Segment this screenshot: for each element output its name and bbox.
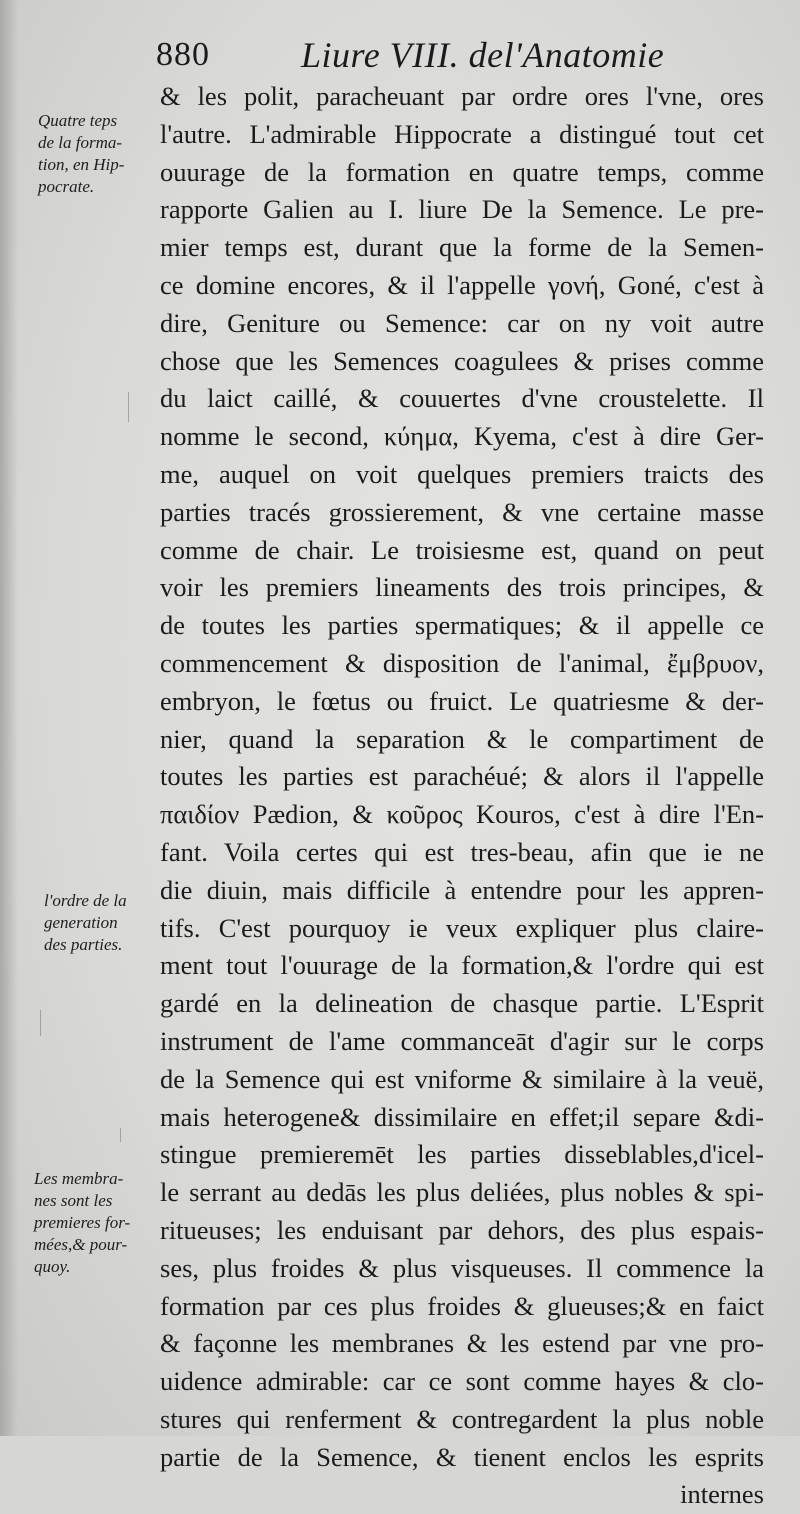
- text-line: die diuin, mais difficile à entendre pour les appren-: [160, 874, 764, 905]
- margin-note-line: mées,& pour-: [34, 1235, 128, 1254]
- margin-note-line: quoy.: [34, 1257, 71, 1276]
- text-line: me, auquel on voit quelques premiers traicts des: [160, 458, 764, 489]
- text-line: ment tout l'ouurage de la formation,& l'ordre qui est: [160, 950, 764, 981]
- text-line: & les polit, paracheuant par ordre ores l'vne, ores: [160, 81, 764, 111]
- margin-note-membranes: [34, 1168, 156, 1278]
- text-line: stures qui renferment & contregardent la plus noble: [160, 1403, 764, 1434]
- margin-note-ordre-generation: [44, 890, 166, 956]
- margin-note-line: des parties.: [44, 935, 123, 954]
- text-line: ouurage de la formation en quatre temps, comme: [160, 156, 764, 187]
- text-line: le serrant au dedās les plus deliées, plus nobles & spi-: [160, 1177, 764, 1208]
- text-line: nier, quand la separation & le compartiment de: [160, 723, 764, 754]
- text-line: dire, Geniture ou Semence: car on ny voit autre: [160, 307, 764, 338]
- text-line: comme de chair. Le troisiesme est, quand on peut: [160, 534, 764, 565]
- text-line: chose que les Semences coagulees & prises comme: [160, 345, 764, 376]
- text-line: instrument de l'ame commanceāt d'agir sur le corps: [160, 1025, 764, 1056]
- text-line: de toutes les parties spermatiques; & il appelle ce: [160, 610, 764, 641]
- pencil-mark: [128, 392, 129, 422]
- margin-note-line: de la forma-: [38, 133, 123, 152]
- text-line: gardé en la delineation de chasque partie. L'Esprit: [160, 988, 764, 1019]
- text-line: & façonne les membranes & les estend par vne pro-: [160, 1328, 764, 1359]
- text-line: tifs. C'est pourquoy ie veux expliquer plus claire-: [160, 912, 764, 943]
- text-line: ritueuses; les enduisant par dehors, des plus espais-: [160, 1214, 764, 1245]
- margin-note-line: Quatre teps: [38, 111, 118, 130]
- text-line: stingue premieremēt les parties disseblables,d'icel-: [160, 1139, 764, 1170]
- text-line: du laict caillé, & couuertes d'vne croustelette. Il: [160, 383, 764, 414]
- text-line: nomme le second, κύημα, Kyema, c'est à dire Ger-: [160, 421, 764, 452]
- text-line: parties tracés grossierement, & vne certaine masse: [160, 496, 764, 527]
- page-number: 880: [156, 36, 210, 73]
- body-text: [160, 78, 764, 1514]
- text-line: mier temps est, durant que la forme de la Semen-: [160, 232, 764, 263]
- running-head: Liure VIII. del'Anatomie: [301, 35, 665, 75]
- text-line: ses, plus froides & plus visqueuses. Il commence la: [160, 1252, 764, 1283]
- text-line: rapporte Galien au I. liure De la Semence. Le pre-: [160, 194, 764, 225]
- margin-note-line: Les membra-: [34, 1169, 124, 1188]
- text-line: de la Semence qui est vniforme & similaire à la veuë,: [160, 1063, 764, 1094]
- text-line: l'autre. L'admirable Hippocrate a distingué tout cet: [160, 118, 764, 149]
- text-line: mais heterogene& dissimilaire en effet;il separe &di-: [160, 1101, 764, 1132]
- text-line: ce domine encores, & il l'appelle γονή, Goné, c'est à: [160, 269, 764, 300]
- text-line: internes: [680, 1479, 764, 1510]
- text-line: commencement & disposition de l'animal, ἔμβρυον,: [160, 647, 764, 678]
- margin-note-line: generation: [44, 913, 118, 932]
- text-line: παιδίον Pædion, & κοῦρος Kouros, c'est à dire l'En-: [160, 799, 764, 830]
- margin-note-line: l'ordre de la: [44, 891, 127, 910]
- margin-note-line: premieres for-: [34, 1213, 131, 1232]
- text-line: embryon, le fœtus ou fruict. Le quatriesme & der-: [160, 685, 764, 716]
- pencil-mark: [120, 1128, 121, 1142]
- margin-note-line: nes sont les: [34, 1191, 113, 1210]
- text-line: voir les premiers lineaments des trois principes, &: [160, 572, 764, 603]
- text-line: partie de la Semence, & tienent enclos les esprits: [160, 1441, 764, 1472]
- text-line: formation par ces plus froides & glueuses;& en faict: [160, 1290, 764, 1321]
- pencil-mark: [40, 1010, 41, 1036]
- text-line: fant. Voila certes qui est tres-beau, afin que ie ne: [160, 836, 764, 867]
- margin-note-line: pocrate.: [38, 177, 95, 196]
- text-line: uidence admirable: car ce sont comme hayes & clo-: [160, 1366, 764, 1397]
- margin-note-line: tion, en Hip-: [38, 155, 125, 174]
- margin-note-quatre-temps: [38, 110, 160, 198]
- text-line: toutes les parties est parachéué; & alors il l'appelle: [160, 761, 764, 792]
